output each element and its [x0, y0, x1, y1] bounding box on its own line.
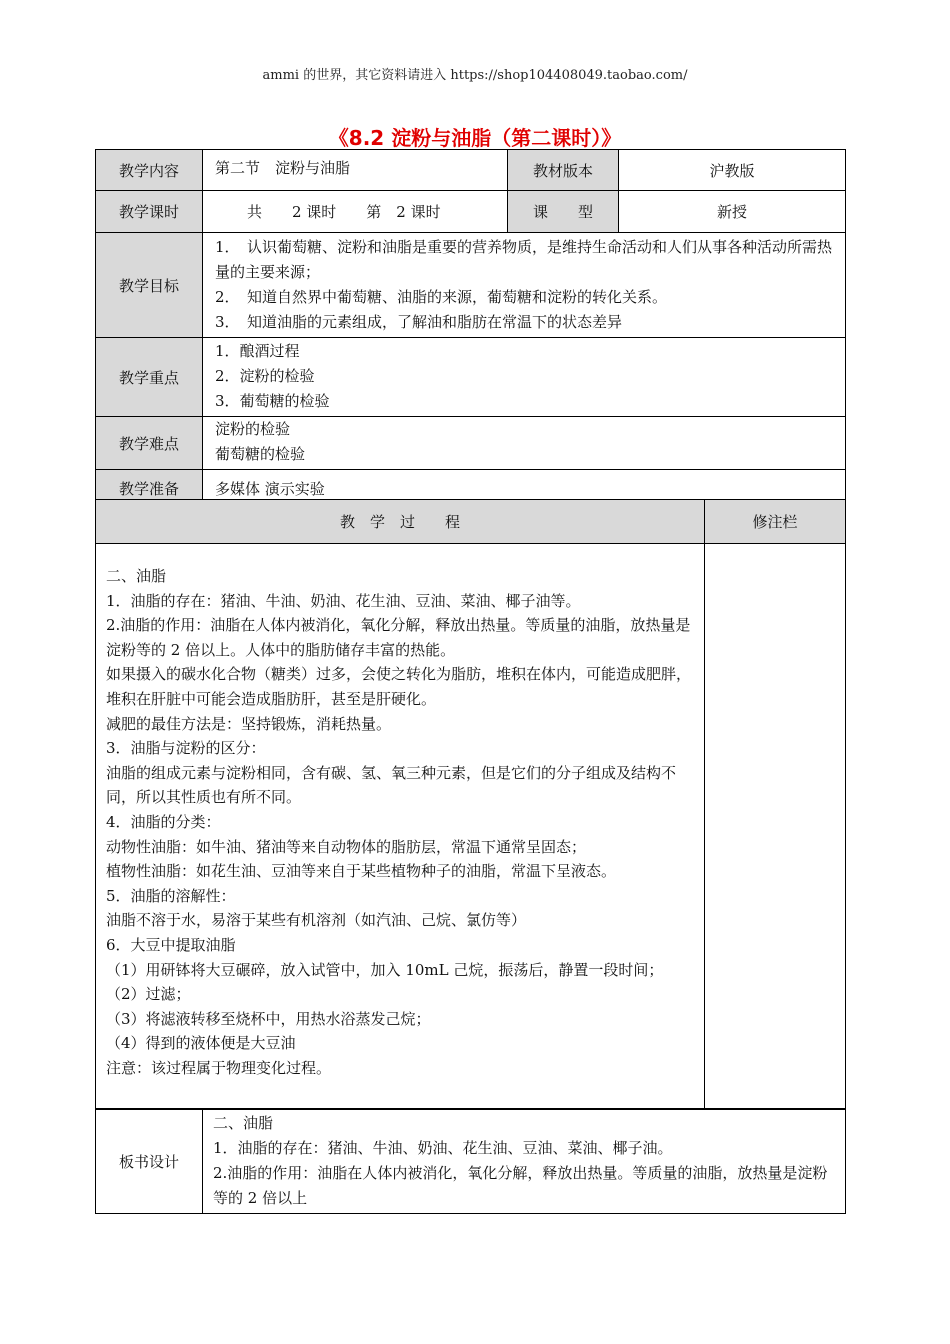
process-line: （3）将滤液转移至烧杯中，用热水浴蒸发己烷；	[106, 1009, 431, 1028]
process-line: 4．油脂的分类：	[106, 812, 221, 831]
board-line: 1．油脂的存在：猪油、牛油、奶油、花生油、豆油、菜油、椰子油。	[213, 1139, 673, 1157]
difficulty-item: 葡萄糖的检验	[215, 445, 306, 463]
content-value: 第二节 淀粉与油脂	[203, 150, 508, 191]
goal-item: 3． 知道油脂的元素组成，了解油和脂肪在常温下的状态差异	[215, 313, 623, 331]
process-line: 植物性油脂：如花生油、豆油等来自于某些植物种子的油脂，常温下呈液态。	[106, 862, 617, 881]
process-line: （4）得到的液体便是大豆油	[106, 1034, 296, 1053]
key-cell	[203, 338, 846, 417]
goals-cell	[203, 233, 846, 338]
prep-value: 多媒体 演示实验	[203, 470, 846, 507]
process-line: 油脂的组成元素与淀粉相同，含有碳、氢、氧三种元素，但是它们的分子组成及结构不同，所以其性质也有所不同。	[106, 763, 677, 807]
notes-header: 修注栏	[705, 500, 846, 544]
difficulty-label: 教学难点	[96, 417, 203, 470]
key-item: 2．淀粉的检验	[215, 367, 315, 385]
process-line: 1．油脂的存在：猪油、牛油、奶油、花生油、豆油、菜油、椰子油等。	[106, 591, 581, 610]
goals-label: 教学目标	[96, 233, 203, 338]
process-line: 3．油脂与淀粉的区分：	[106, 739, 266, 758]
key-item: 1．酿酒过程	[215, 342, 300, 360]
process-body	[96, 544, 705, 1110]
difficulty-cell	[203, 417, 846, 470]
hours-value: 共 2 课时 第 2 课时	[203, 191, 508, 233]
type-value: 新授	[619, 191, 846, 233]
process-line: 油脂不溶于水，易溶于某些有机溶剂（如汽油、己烷、氯仿等）	[106, 911, 527, 930]
edition-value: 沪教版	[619, 150, 846, 191]
board-line: 二、油脂	[213, 1114, 274, 1132]
process-line: 注意：该过程属于物理变化过程。	[106, 1058, 332, 1077]
edition-label: 教材版本	[508, 150, 619, 191]
process-line: 如果摄入的碳水化合物（糖类）过多，会使之转化为脂肪，堆积在体内，可能造成肥胖，堆积在肝脏中可能会造成脂肪肝，甚至是肝硬化。	[106, 665, 692, 708]
key-item: 3．葡萄糖的检验	[215, 392, 330, 410]
type-label: 课 型	[508, 191, 619, 233]
hours-label: 教学课时	[96, 191, 203, 233]
process-table	[95, 499, 846, 1110]
process-line: 5．油脂的溶解性：	[106, 886, 236, 905]
process-header: 教 学 过 程	[96, 500, 705, 544]
process-line: 6．大豆中提取油脂	[106, 935, 236, 954]
document-title: 《8.2 淀粉与油脂（第二课时）》	[328, 126, 622, 150]
key-label: 教学重点	[96, 338, 203, 417]
board-label: 板书设计	[96, 1109, 203, 1214]
process-line: （2）过滤；	[106, 985, 191, 1004]
process-line: 2.油脂的作用：油脂在人体内被消化，氧化分解，释放出热量。等质量的油脂，放热量是淀粉等的 2 倍以上。人体中的脂肪储存丰富的热能。	[106, 616, 691, 659]
process-line: 动物性油脂：如牛油、猪油等来自动物体的脂肪层，常温下通常呈固态；	[106, 837, 587, 856]
process-line: 二、油脂	[106, 567, 167, 585]
board-design-table	[95, 1108, 846, 1214]
board-line: 2.油脂的作用：油脂在人体内被消化，氧化分解，释放出热量。等质量的油脂，放热量是淀粉等的 2 倍以上	[213, 1164, 828, 1207]
notes-cell[interactable]	[705, 544, 846, 1110]
lesson-info-table	[95, 149, 846, 507]
goal-item: 1． 认识葡萄糖、淀粉和油脂是重要的营养物质，是维持生命活动和人们从事各种活动所需热量的主要来源；	[215, 238, 833, 281]
page-header-text: ammi 的世界，其它资料请进入 https://shop104408049.taobao.com/	[262, 68, 688, 83]
content-label: 教学内容	[96, 150, 203, 191]
process-line: （1）用研钵将大豆碾碎，放入试管中，加入 10mL 己烷，振荡后，静置一段时间；	[106, 960, 664, 979]
goal-item: 2． 知道自然界中葡萄糖、油脂的来源，葡萄糖和淀粉的转化关系。	[215, 288, 668, 306]
process-line: 减肥的最佳方法是：坚持锻炼，消耗热量。	[106, 714, 392, 733]
difficulty-item: 淀粉的检验	[215, 420, 291, 438]
board-cell	[203, 1109, 846, 1214]
prep-label: 教学准备	[96, 470, 203, 507]
